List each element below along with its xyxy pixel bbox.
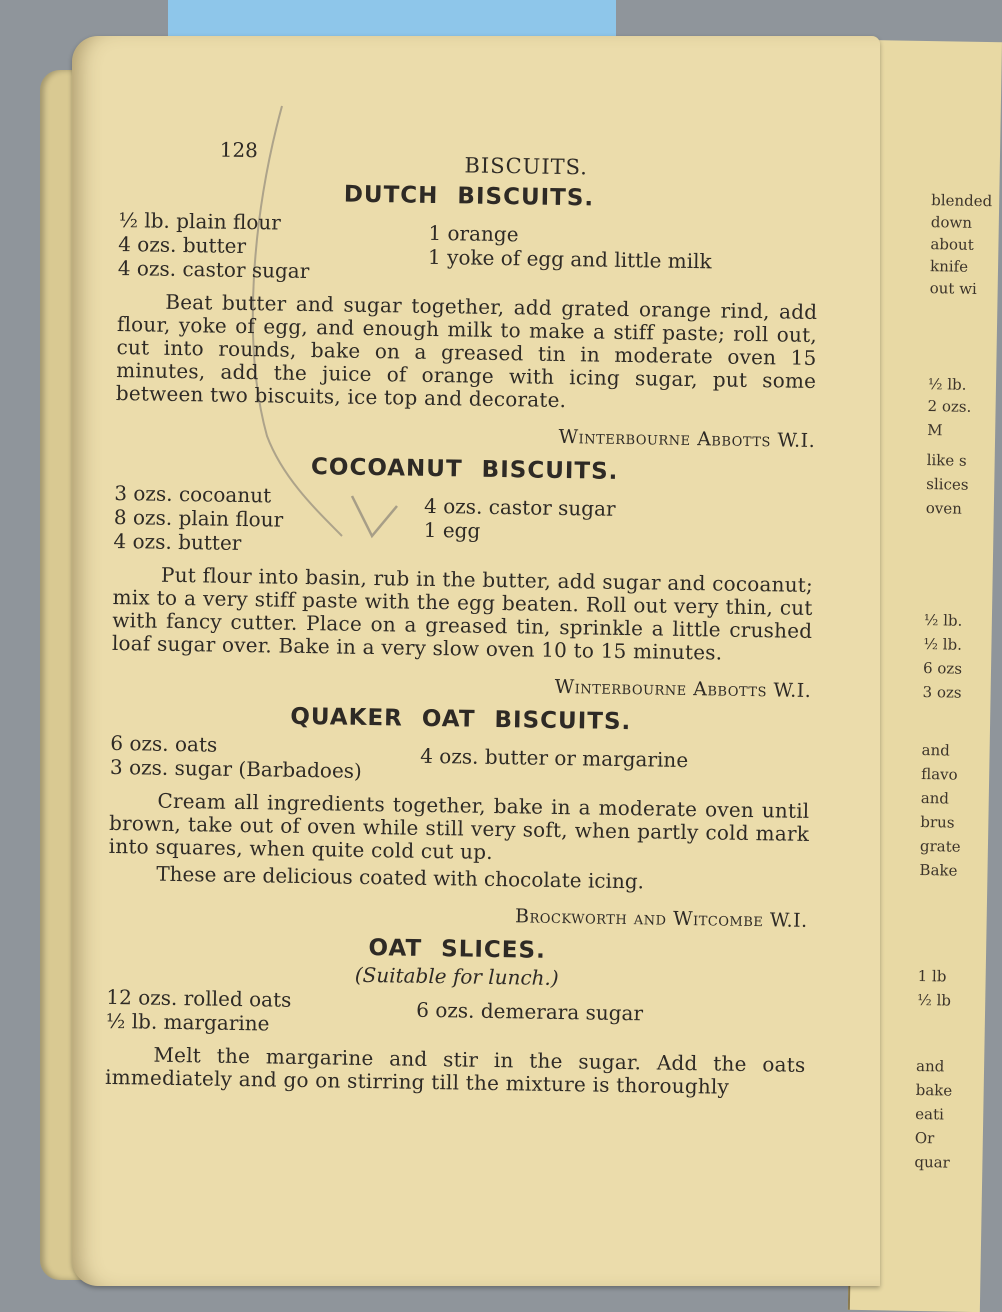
- ingredient: 3 ozs. sugar (Barbadoes): [109, 754, 363, 783]
- ingredient-column-right: [420, 736, 689, 788]
- ingredient: 6 ozs. oats: [110, 730, 218, 757]
- recipe: [111, 451, 815, 702]
- ingredient: 1 yoke of egg and little milk: [427, 244, 712, 274]
- facing-fragment: oven: [925, 499, 963, 518]
- facing-fragment: ½ lb: [917, 990, 952, 1010]
- ingredient-column-left: [118, 208, 429, 285]
- ingredient: 1 egg: [423, 517, 481, 543]
- facing-fragment: 6 ozs: [922, 659, 963, 678]
- facing-fragment: quar: [914, 1152, 950, 1172]
- ingredient: ½ lb. margarine: [105, 1008, 270, 1036]
- ingredient: ½ lb. plain flour: [118, 207, 282, 235]
- ingredient-column-right: [416, 990, 644, 1042]
- facing-fragment: ½ lb.: [923, 635, 963, 654]
- facing-fragment: Bake: [919, 860, 958, 880]
- ingredient-list: [113, 481, 814, 564]
- facing-fragment: 3 ozs: [922, 683, 962, 702]
- recipe-title: OAT SLICES.: [368, 935, 547, 964]
- recipe-method: Melt the margarine and stir in the sugar. Add the oats immediately and go on stirring till the mixture is thoroughly: [104, 1042, 806, 1099]
- ingredient-list: [106, 985, 807, 1044]
- page-number: 128: [219, 137, 259, 163]
- facing-fragment: 2 ozs.: [927, 397, 972, 416]
- recipe: [108, 701, 811, 932]
- recipe-title: QUAKER OAT BISCUITS.: [290, 703, 632, 736]
- recipe-subtitle: (Suitable for lunch.): [354, 962, 559, 990]
- facing-fragment: Or: [914, 1128, 935, 1148]
- ingredient-column-left: [113, 481, 424, 558]
- recipe-note: These are delicious coated with chocolate icing.: [156, 861, 645, 894]
- ingredient-list: [118, 208, 819, 291]
- facing-fragment: slices: [926, 475, 969, 494]
- facing-fragment: bake: [915, 1080, 953, 1100]
- facing-fragment: down: [930, 213, 973, 232]
- ingredient: 1 orange: [428, 220, 519, 247]
- ingredient: 12 ozs. rolled oats: [106, 984, 292, 1012]
- ingredient: 6 ozs. demerara sugar: [416, 997, 644, 1026]
- facing-fragment: and: [915, 1056, 945, 1076]
- facing-fragment: and: [921, 741, 950, 760]
- ingredient-column-left: [106, 985, 417, 1038]
- ingredient: 4 ozs. castor sugar: [117, 255, 310, 283]
- facing-fragment: blended: [931, 191, 993, 211]
- ingredient-column-right: [423, 486, 616, 561]
- facing-fragment: ½ lb.: [923, 611, 963, 630]
- facing-fragment: grate: [919, 836, 961, 856]
- running-head: BISCUITS.: [464, 153, 589, 180]
- facing-fragment: 1 lb: [917, 966, 947, 986]
- recipe: [115, 178, 819, 452]
- recipe-method: Put flour into basin, rub in the butter, add sugar and cocoanut; mix to a very stiff paste with the egg beaten. Roll out very thin, cut with fancy cutter. Place on a greased tin, sprinkle a little crushed loaf sugar over. Bake in a very slow oven 10 to 15 minutes.: [111, 562, 814, 665]
- ingredient-list: [110, 731, 811, 790]
- facing-fragment: eati: [915, 1104, 945, 1124]
- ingredient: 4 ozs. butter: [118, 231, 247, 258]
- recipe-source: Winterbourne Abbotts W.I.: [554, 675, 812, 702]
- ingredient: 4 ozs. butter or margarine: [420, 743, 689, 773]
- facing-fragment: knife: [929, 257, 969, 276]
- facing-fragment: out wi: [929, 279, 977, 298]
- ingredient-column-right: [428, 213, 713, 289]
- facing-fragment: M: [927, 421, 943, 440]
- ingredient: 4 ozs. butter: [113, 528, 242, 555]
- recipe-method: Cream all ingredients together, bake in a moderate oven until brown, take out of oven while still very soft, when partly cold mark into squares, when quite cold cut up.: [108, 788, 810, 864]
- facing-fragment: like s: [926, 451, 967, 470]
- facing-fragment: brus: [920, 812, 955, 832]
- ingredient-column-left: [110, 731, 421, 784]
- page-content: [105, 130, 820, 1110]
- facing-fragment: about: [930, 235, 974, 254]
- facing-fragment: ½ lb.: [927, 375, 967, 394]
- ingredient: 8 ozs. plain flour: [113, 504, 284, 532]
- recipe-method: Beat butter and sugar together, add grated orange rind, add flour, yoke of egg, and enough milk to make a stiff paste; roll out, cut into rounds, bake on a greased tin in moderate oven 15 minutes, add the juice of orange with icing sugar, put some between two biscuits, ice top and decorate.: [115, 289, 818, 413]
- recipe-title: DUTCH BISCUITS.: [343, 181, 595, 212]
- recipe-source: Brockworth and Witcombe W.I.: [514, 905, 808, 932]
- recipe-source: Winterbourne Abbotts W.I.: [558, 425, 816, 452]
- facing-fragment: and: [920, 789, 950, 808]
- ingredient: 3 ozs. cocoanut: [114, 480, 272, 508]
- recipe-title: COCOANUT BISCUITS.: [310, 454, 619, 485]
- facing-fragment: flavo: [921, 765, 958, 784]
- ingredient: 4 ozs. castor sugar: [423, 493, 616, 521]
- recipe: [105, 931, 807, 1100]
